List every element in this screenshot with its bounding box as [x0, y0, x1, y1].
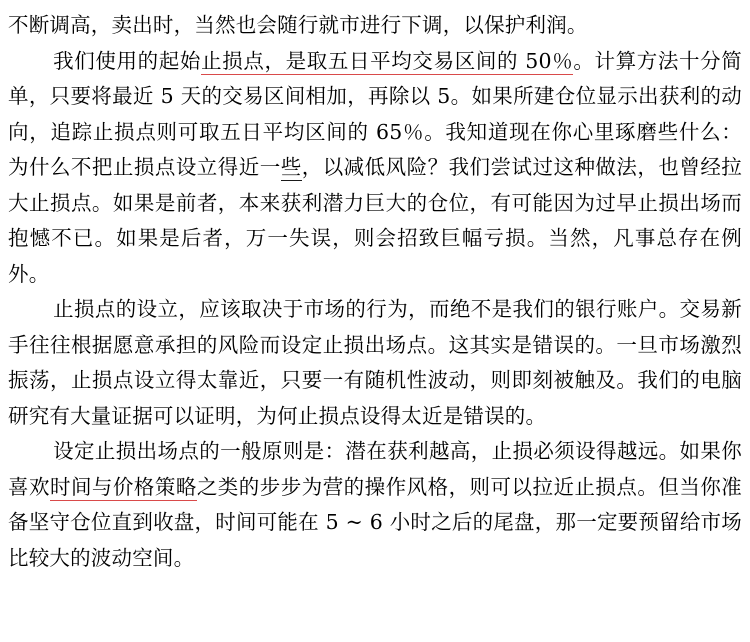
paragraph [8, 44, 742, 293]
text-run: 我们使用的起始 [53, 48, 202, 73]
text-run: ，以减低风险？我们尝试过这种做法，也曾经拉大止损点。如果是前者，本来获利潜力巨大的仓位，有可能因为过早止损出场而抱憾不已。如果是后者，万一失误，则会招致巨幅亏损。当然，凡事总存在例外。 [8, 155, 742, 286]
red-underlined-text: 时间与价格策略 [49, 474, 197, 499]
document-body [8, 8, 742, 576]
text-run: 止损点的设立，应该取决于市场的行为，而绝不是我们的银行账户。交易新手往往根据愿意承担的风险而设定止损出场点。这其实是错误的。一旦市场激烈振荡，止损点设立得太靠近，只要一有随机性波动，则即刻被触及。我们的电脑研究有大量证据可以证明，为何止损点设得太近是错误的。 [8, 297, 742, 428]
red-underlined-text: 止损点，是取五日平均交易区间的 50％ [201, 48, 574, 73]
paragraph [8, 292, 742, 434]
paragraph [8, 434, 742, 576]
text-run: 设定止损出场点的一般原则是：潜在获利越高，止损必须设得越远。如果你喜欢 [8, 439, 742, 499]
text-run: 之类的步步为营的操作风格，则可以拉近止损点。但当你准备坚守仓位直到收盘，时间可能在 5 ~ 6 小时之后的尾盘，那一定要预留给市场比较大的波动空间。 [8, 474, 743, 570]
paragraph [8, 8, 742, 44]
text-run: 。计算方法十分简单，只要将最近 5 天的交易区间相加，再除以 5。如果所建仓位显示出获利的动向，追踪止损点则可取五日平均区间的 65％。我知道现在你心里琢磨些什么：为什么不把止损点设立得近一 [8, 48, 743, 179]
black-underlined-text: 些 [280, 155, 302, 179]
text-run: 不断调高，卖出时，当然也会随行就市进行下调，以保护利润。 [8, 13, 588, 37]
